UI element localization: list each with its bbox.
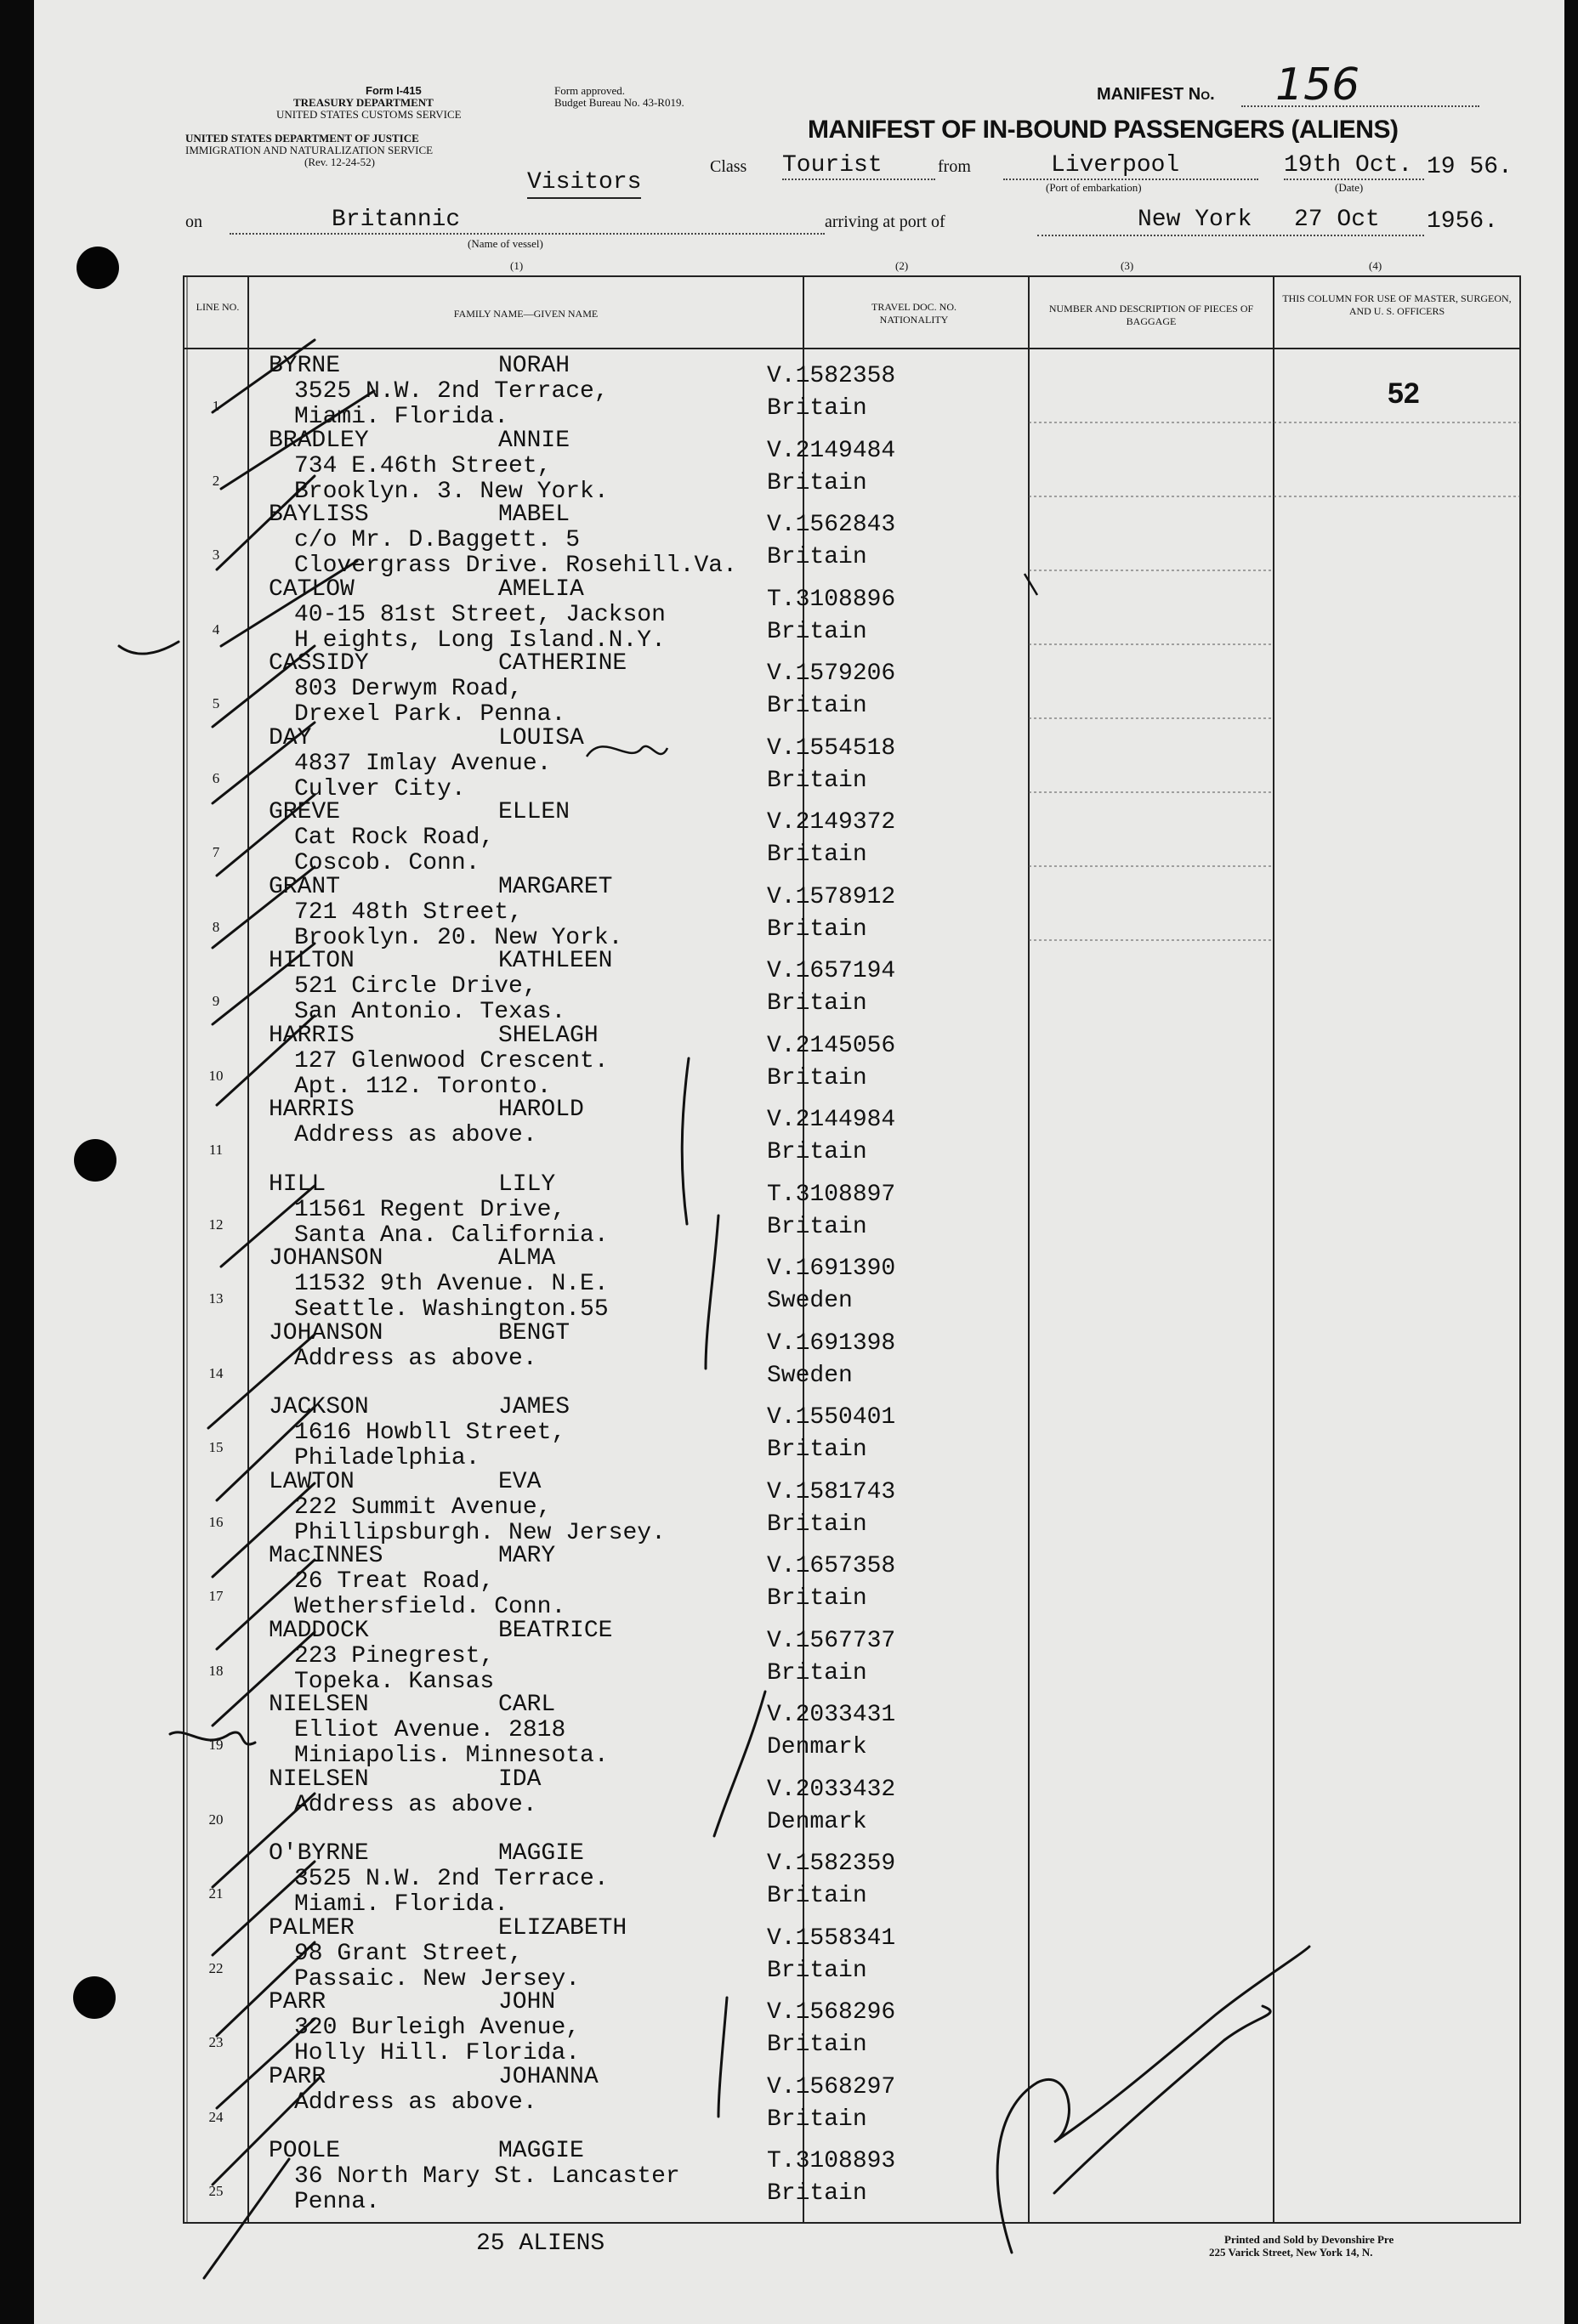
family-name: BAYLISS	[269, 502, 369, 528]
travel-doc-number: V.1579206	[767, 660, 896, 687]
family-name: CATLOW	[269, 575, 355, 603]
given-name: ANNIE	[498, 427, 570, 454]
given-name: AMELIA	[498, 575, 584, 603]
address-line-2: Drexel Park. Penna.	[294, 701, 566, 728]
travel-doc-number: V.1582359	[767, 1851, 896, 1877]
date-caption: (Date)	[1335, 181, 1364, 194]
table-row	[184, 1167, 1520, 1249]
on-label: on	[185, 213, 202, 231]
table-row	[184, 1836, 1520, 1918]
travel-doc-number: V.1578912	[767, 883, 896, 910]
header-family-name: FAMILY NAME—GIVEN NAME	[453, 308, 599, 320]
table-row	[184, 1390, 1520, 1471]
address-line-1: Elliot Avenue. 2818	[294, 1717, 566, 1743]
nationality: Britain	[767, 1883, 867, 1909]
line-number: 19	[208, 1737, 224, 1753]
nationality: Britain	[767, 842, 867, 868]
given-name: MARY	[498, 1543, 556, 1569]
from-label: from	[938, 157, 971, 176]
table-row	[184, 1687, 1520, 1769]
table-row	[184, 2134, 1520, 2215]
nationality: Britain	[767, 1213, 867, 1240]
nationality: Britain	[767, 915, 867, 943]
table-row	[184, 795, 1520, 876]
dept-treasury: TREASURY DEPARTMENT	[293, 96, 434, 109]
arriving-label: arriving at port of	[825, 213, 945, 231]
address-line-2: Miami. Florida.	[294, 1891, 509, 1918]
port-caption: (Port of embarkation)	[1046, 181, 1142, 194]
col-marker-4: (4)	[1369, 259, 1382, 272]
form-approved: Form approved.	[554, 84, 626, 97]
vessel-name: Britannic	[230, 207, 825, 235]
given-name: ELLEN	[498, 799, 570, 825]
line-number: 22	[208, 1959, 224, 1976]
nationality: Britain	[767, 2106, 867, 2133]
line-number: 25	[208, 2183, 224, 2199]
given-name: LOUISA	[498, 724, 584, 751]
nationality: Britain	[767, 618, 867, 645]
table-row	[184, 870, 1520, 951]
nationality: Britain	[767, 1437, 867, 1463]
class-label: Class	[710, 157, 747, 176]
given-name: BEATRICE	[498, 1617, 613, 1644]
nationality: Britain	[767, 544, 867, 570]
address-line-1: 36 North Mary St. Lancaster	[294, 2163, 680, 2190]
address-line-1: 4837 Imlay Avenue.	[294, 750, 552, 777]
travel-doc-number: V.1657358	[767, 1553, 896, 1579]
line-number: 9	[212, 993, 220, 1009]
given-name: MARGARET	[498, 873, 613, 900]
nationality: Sweden	[767, 1288, 853, 1314]
given-name: JOHANNA	[498, 2063, 599, 2090]
table-row	[184, 1018, 1520, 1100]
family-name: HARRIS	[269, 1022, 355, 1049]
given-name: IDA	[498, 1766, 542, 1793]
travel-doc-number: V.1567737	[767, 1627, 896, 1654]
travel-doc-number: V.1691398	[767, 1329, 896, 1357]
address-line-1: 803 Derwym Road,	[294, 676, 523, 702]
address-line-2: Miami. Florida.	[294, 404, 509, 430]
nationality: Britain	[767, 1585, 867, 1612]
address-line-2: Holly Hill. Florida.	[294, 2040, 581, 2066]
line-number: 24	[208, 2108, 224, 2125]
nationality: Denmark	[767, 1808, 867, 1835]
table-row	[184, 1539, 1520, 1620]
nationality: Denmark	[767, 1734, 867, 1760]
family-name: JOHANSON	[269, 1245, 383, 1272]
manifest-number-label: MANIFEST No.	[1097, 85, 1215, 104]
nationality: Britain	[767, 767, 867, 794]
from-value: Liverpool	[1003, 153, 1258, 180]
given-name: MAGGIE	[498, 2138, 584, 2164]
address-line-1: 98 Grant Street,	[294, 1940, 523, 1967]
line-number: 20	[208, 1811, 224, 1828]
dept-justice: UNITED STATES DEPARTMENT OF JUSTICE	[185, 132, 419, 145]
given-name: CATHERINE	[498, 650, 627, 677]
address-line-2: Penna.	[294, 2189, 380, 2215]
family-name: LAWTON	[269, 1468, 355, 1495]
class-value: Tourist	[782, 153, 935, 180]
table-row	[184, 1985, 1520, 2066]
travel-doc-number: T.3108896	[767, 586, 896, 613]
family-name: GRANT	[269, 873, 341, 900]
table-row	[184, 721, 1520, 802]
officer-note: 52	[1388, 377, 1420, 410]
table-row	[184, 1241, 1520, 1323]
address-line-2: Brooklyn. 3. New York.	[294, 478, 609, 505]
table-row	[184, 1092, 1520, 1166]
address-line-1: Cat Rock Road,	[294, 825, 495, 851]
table-row	[184, 2060, 1520, 2134]
address-line-1: 320 Burleigh Avenue,	[294, 2015, 581, 2041]
alien-count: 25 ALIENS	[476, 2230, 605, 2257]
form-number: Form I-415	[366, 84, 422, 97]
col-marker-2: (2)	[895, 259, 909, 272]
header-baggage: NUMBER AND DESCRIPTION OF PIECES OF BAGGAGE	[1048, 303, 1254, 327]
nationality: Britain	[767, 1139, 867, 1165]
address-line-1: 11532 9th Avenue. N.E.	[294, 1271, 609, 1297]
nationality: Britain	[767, 990, 867, 1017]
table-row	[184, 1911, 1520, 1992]
nationality: Sweden	[767, 1362, 853, 1389]
given-name: CARL	[498, 1692, 556, 1718]
family-name: GREVE	[269, 799, 341, 825]
travel-doc-number: V.1554518	[767, 734, 896, 762]
year-1: 19 56.	[1427, 154, 1513, 180]
address-line-1: 223 Pinegrest,	[294, 1642, 495, 1669]
address-line-2: Apt. 112. Toronto.	[294, 1073, 552, 1100]
table-row	[184, 349, 1520, 430]
given-name: LILY	[498, 1171, 556, 1198]
address-line-1: 521 Circle Drive,	[294, 973, 537, 1000]
line-number: 8	[212, 918, 220, 935]
table-row	[184, 572, 1520, 654]
family-name: HARRIS	[269, 1097, 355, 1123]
line-number: 6	[212, 769, 220, 786]
date-value: 19th Oct.	[1284, 153, 1424, 180]
family-name: PARR	[269, 2063, 326, 2090]
line-number: 12	[208, 1216, 224, 1233]
family-name: HILL	[269, 1171, 326, 1198]
travel-doc-number: V.1568297	[767, 2073, 896, 2100]
address-line-2: Santa Ana. California.	[294, 1222, 609, 1249]
address-line-2: San Antonio. Texas.	[294, 999, 566, 1025]
family-name: NIELSEN	[269, 1692, 369, 1718]
budget-bureau: Budget Bureau No. 43-R019.	[554, 96, 684, 109]
line-number: 23	[208, 2034, 224, 2050]
family-name: HILTON	[269, 948, 355, 974]
address-line-2: Coscob. Conn.	[294, 850, 480, 876]
header-officers: THIS COLUMN FOR USE OF MASTER, SURGEON, AND U. S. OFFICERS	[1282, 292, 1512, 317]
nationality: Britain	[767, 1659, 867, 1686]
table-row	[184, 423, 1520, 505]
address-line-2: H eights, Long Island.N.Y.	[294, 626, 666, 654]
table-row	[184, 944, 1520, 1025]
nationality: Britain	[767, 1511, 867, 1538]
printer-line-2: 225 Varick Street, New York 14, N.	[1209, 2246, 1373, 2259]
line-number: 3	[212, 547, 220, 563]
table-row	[184, 1762, 1520, 1836]
given-name: ALMA	[498, 1245, 556, 1272]
address-line-1: 734 E.46th Street,	[294, 452, 552, 479]
travel-doc-number: V.1657194	[767, 958, 896, 984]
given-name: ELIZABETH	[498, 1914, 627, 1941]
table-row	[184, 1613, 1520, 1695]
table-row	[184, 497, 1520, 579]
table-row	[184, 646, 1520, 728]
family-name: POOLE	[269, 2138, 341, 2164]
manifest-title: MANIFEST OF IN-BOUND PASSENGERS (ALIENS)	[808, 116, 1399, 144]
address-line-1: 26 Treat Road,	[294, 1568, 495, 1595]
given-name: BENGT	[498, 1319, 570, 1346]
given-name: MABEL	[498, 502, 570, 528]
given-name: NORAH	[498, 353, 570, 379]
table-row	[184, 1465, 1520, 1546]
travel-doc-number: V.2149372	[767, 809, 896, 836]
family-name: PALMER	[269, 1914, 355, 1941]
line-number: 18	[208, 1662, 224, 1679]
address-line-2: Miniapolis. Minnesota.	[294, 1743, 609, 1769]
family-name: JOHANSON	[269, 1319, 383, 1346]
family-name: O'BYRNE	[269, 1840, 369, 1867]
header-line-no: LINE NO.	[196, 301, 240, 313]
header-travel-doc: TRAVEL DOC. NO. NATIONALITY	[871, 301, 956, 326]
address-line-2: Philadelphia.	[294, 1445, 480, 1471]
address-line-1: Address as above.	[294, 1345, 537, 1372]
given-name: KATHLEEN	[498, 948, 613, 974]
address-line-2: Wethersfield. Conn.	[294, 1594, 566, 1620]
manifest-number: 156	[1275, 60, 1360, 111]
address-line-2: Passaic. New Jersey.	[294, 1965, 581, 1992]
travel-doc-number: V.2144984	[767, 1107, 896, 1133]
address-line-2: Topeka. Kansas	[294, 1668, 495, 1695]
travel-doc-number: V.2033431	[767, 1702, 896, 1728]
family-name: JACKSON	[269, 1394, 369, 1420]
travel-doc-number: V.1550401	[767, 1404, 896, 1431]
line-number: 17	[208, 1588, 224, 1604]
line-number: 2	[212, 472, 220, 489]
line-number: 10	[208, 1067, 224, 1084]
address-line-1: c/o Mr. D.Baggett. 5	[294, 527, 581, 553]
table-row	[184, 1316, 1520, 1390]
line-number: 4	[212, 621, 220, 638]
travel-doc-number: V.1582358	[767, 363, 896, 389]
line-number: 14	[208, 1364, 224, 1381]
address-line-2: Clovergrass Drive. Rosehill.Va.	[294, 553, 737, 579]
address-line-1: 3525 N.W. 2nd Terrace,	[294, 378, 609, 405]
address-line-1: 40-15 81st Street, Jackson	[294, 601, 666, 628]
travel-doc-number: V.1558341	[767, 1924, 896, 1952]
address-line-2: Brooklyn. 20. New York.	[294, 924, 623, 951]
col-marker-3: (3)	[1121, 259, 1134, 272]
family-name: NIELSEN	[269, 1766, 369, 1793]
col-marker-1: (1)	[510, 259, 524, 272]
line-number: 1	[212, 398, 220, 414]
travel-doc-number: T.3108893	[767, 2148, 896, 2174]
printer-line-1: Printed and Sold by Devonshire Pre	[1224, 2233, 1394, 2246]
address-line-2: Seattle. Washington.55	[294, 1296, 609, 1323]
travel-doc-number: V.2033432	[767, 1776, 896, 1803]
dept-customs: UNITED STATES CUSTOMS SERVICE	[276, 108, 462, 121]
travel-doc-number: V.1562843	[767, 512, 896, 538]
nationality: Britain	[767, 2032, 867, 2058]
address-line-1: 222 Summit Avenue,	[294, 1494, 552, 1521]
given-name: EVA	[498, 1468, 542, 1495]
address-line-1: 11561 Regent Drive,	[294, 1196, 566, 1223]
address-line-1: 1616 Howbll Street,	[294, 1420, 566, 1446]
form-revision: (Rev. 12-24-52)	[304, 156, 375, 168]
given-name: JOHN	[498, 1989, 556, 2015]
year-2: 1956.	[1427, 208, 1499, 235]
nationality: Britain	[767, 1064, 867, 1091]
line-number: 7	[212, 844, 220, 860]
nationality: Britain	[767, 469, 867, 496]
line-number: 15	[208, 1439, 224, 1455]
address-line-2: Phillipsburgh. New Jersey.	[294, 1519, 666, 1546]
family-name: BYRNE	[269, 353, 341, 379]
nationality: Britain	[767, 395, 867, 422]
arrival-port: New York	[1138, 207, 1252, 233]
address-line-1: 3525 N.W. 2nd Terrace.	[294, 1866, 609, 1892]
address-line-1: Address as above.	[294, 1122, 537, 1148]
given-name: HAROLD	[498, 1097, 584, 1123]
travel-doc-number: V.1568296	[767, 1999, 896, 2026]
nationality: Britain	[767, 1957, 867, 1984]
given-name: MAGGIE	[498, 1840, 584, 1867]
family-name: PARR	[269, 1989, 326, 2015]
visitors-label: Visitors	[527, 170, 641, 199]
line-number: 16	[208, 1513, 224, 1530]
vessel-caption: (Name of vessel)	[468, 237, 543, 250]
family-name: BRADLEY	[269, 427, 369, 454]
line-number: 21	[208, 1885, 224, 1902]
address-line-1: 127 Glenwood Crescent.	[294, 1047, 609, 1074]
travel-doc-number: V.1691390	[767, 1256, 896, 1282]
travel-doc-number: V.2149484	[767, 437, 896, 464]
given-name: JAMES	[498, 1394, 570, 1420]
line-number: 5	[212, 695, 220, 711]
nationality: Britain	[767, 693, 867, 719]
travel-doc-number: V.2145056	[767, 1032, 896, 1059]
address-line-2: Culver City.	[294, 775, 466, 802]
family-name: MADDOCK	[269, 1617, 369, 1644]
family-name: MacINNES	[269, 1543, 383, 1569]
line-number: 11	[208, 1142, 224, 1158]
address-line-1: Address as above.	[294, 1791, 537, 1818]
family-name: CASSIDY	[269, 650, 369, 677]
travel-doc-number: V.1581743	[767, 1478, 896, 1505]
line-number: 13	[208, 1290, 224, 1307]
given-name: SHELAGH	[498, 1022, 599, 1049]
travel-doc-number: T.3108897	[767, 1181, 896, 1208]
manifest-page	[34, 0, 1564, 2324]
nationality: Britain	[767, 2180, 867, 2207]
family-name: DAY	[269, 724, 312, 751]
dept-ins: IMMIGRATION AND NATURALIZATION SERVICE	[185, 144, 434, 156]
arrival-date: 27 Oct	[1294, 207, 1380, 233]
address-line-1: Address as above.	[294, 2089, 537, 2116]
address-line-1: 721 48th Street,	[294, 898, 523, 926]
